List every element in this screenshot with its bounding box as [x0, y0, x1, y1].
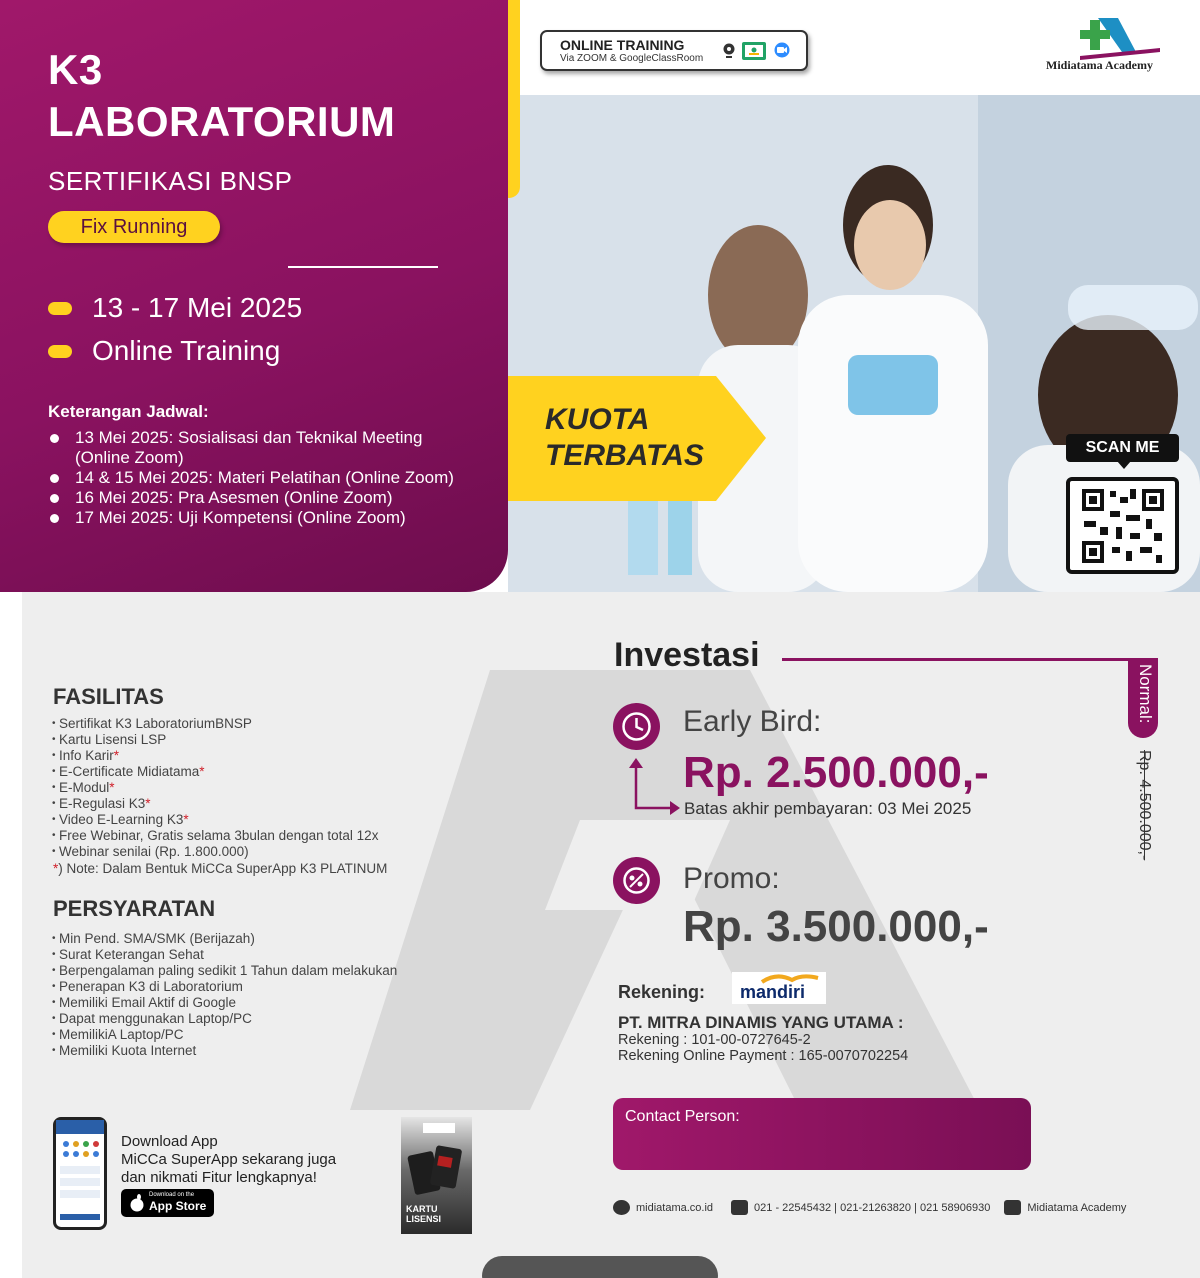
fasilitas-note: *) Note: Dalam Bentuk MiCCa SuperApp K3 PLATINUM: [53, 861, 388, 876]
list-item: • Penerapan K3 di Laboratorium: [53, 979, 397, 995]
list-item: • E-Certificate Midiatama*: [53, 764, 378, 780]
mode-row: [48, 335, 280, 367]
promo-label: Promo:: [683, 862, 780, 895]
title-line2: LABORATORIUM: [48, 98, 396, 145]
kuota-line1: KUOTA: [545, 403, 650, 436]
online-training-badge: [540, 30, 808, 71]
badge-subtitle: Via ZOOM & GoogleClassRoom: [560, 53, 704, 64]
phone-mockup: [53, 1117, 107, 1230]
list-item: • Dapat menggunakan Laptop/PC: [53, 1011, 397, 1027]
fasilitas-title: FASILITAS: [53, 684, 164, 709]
kartu-lisensi-image: [401, 1117, 472, 1234]
scan-me-label: SCAN ME: [1066, 434, 1179, 462]
schedule-item: 13 Mei 2025: Sosialisasi dan Teknikal Meeting (Online Zoom): [48, 428, 468, 468]
normal-label: Normal:: [1136, 664, 1155, 724]
list-item: • Berpengalaman paling sedikit 1 Tahun dalam melakukan: [53, 963, 397, 979]
hero-subtitle: SERTIFIKASI BNSP: [48, 166, 293, 196]
normal-price: Rp. 4.500.000,-: [1136, 750, 1153, 861]
schedule-title: Keterangan Jadwal:: [48, 402, 209, 421]
event-mode: Online Training: [92, 335, 281, 366]
event-date: 13 - 17 Mei 2025: [92, 292, 303, 323]
early-bird-label: Early Bird:: [683, 705, 822, 738]
phone-numbers: 021 - 22545432 | 021-21263820 | 021 58906930: [754, 1201, 991, 1214]
app-line2: MiCCa SuperApp sekarang juga: [121, 1151, 337, 1168]
date-row: [48, 292, 302, 324]
list-item: • Min Pend. SMA/SMK (Berijazah): [53, 931, 397, 947]
kuota-label: [545, 402, 704, 474]
kuota-line2: TERBATAS: [545, 439, 704, 472]
logo-name: Midiatama Academy: [1046, 58, 1153, 72]
webcam-icon: [722, 43, 736, 59]
promo-tag-icon: [613, 857, 660, 904]
store-small-text: Download on the: [149, 1192, 195, 1198]
list-item: • Webinar senilai (Rp. 1.800.000): [53, 844, 378, 860]
fix-running-badge: Fix Running: [48, 211, 220, 243]
online-payment-number: Rekening Online Payment : 165-0070702254: [618, 1048, 909, 1064]
hero-card: [0, 0, 508, 592]
qr-code[interactable]: [1066, 477, 1179, 574]
account-number: Rekening : 101-00-0727645-2: [618, 1032, 811, 1048]
early-bird-price: Rp. 2.500.000,-: [683, 748, 989, 797]
app-line1: Download App: [121, 1133, 218, 1150]
investasi-title: Investasi: [614, 636, 760, 674]
scan-label-tail: [1117, 461, 1131, 469]
app-store-button[interactable]: [121, 1189, 214, 1217]
rekening-label: Rekening:: [618, 982, 706, 1002]
youtube-icon: [1004, 1200, 1021, 1215]
badge-icons: [722, 42, 792, 60]
list-item: • Sertifikat K3 LaboratoriumBNSP: [53, 716, 378, 732]
google-classroom-icon: [742, 42, 766, 60]
bullet-pill-icon: [48, 302, 72, 315]
app-line3: dan nikmati Fitur lengkapnya!: [121, 1169, 317, 1186]
contact-person-box: [613, 1098, 1031, 1170]
schedule-item: 14 & 15 Mei 2025: Materi Pelatihan (Online Zoom): [48, 468, 468, 488]
list-item: • Video E-Learning K3*: [53, 812, 378, 828]
list-item: • E-Modul*: [53, 780, 378, 796]
qr-pattern: [1070, 481, 1175, 570]
app-promo-text: [121, 1133, 336, 1187]
title-line1: K3: [48, 46, 103, 93]
license-card-icon: [401, 1117, 472, 1197]
bullet-pill-icon: [48, 345, 72, 358]
list-item: • MemilikiA Laptop/PC: [53, 1027, 397, 1043]
list-item: • E-Regulasi K3*: [53, 796, 378, 812]
store-big-text: App Store: [149, 1199, 207, 1213]
list-item: • Surat Keterangan Sehat: [53, 947, 397, 963]
clock-icon: [613, 703, 660, 750]
bottom-tab-shape: [482, 1256, 718, 1278]
footer: [613, 1200, 1126, 1215]
divider: [288, 266, 438, 268]
persyaratan-list: [53, 931, 397, 1059]
list-item: • Memiliki Kuota Internet: [53, 1043, 397, 1059]
investasi-underline: [782, 658, 1148, 661]
promo-price: Rp. 3.500.000,-: [683, 902, 989, 951]
website-link[interactable]: midiatama.co.id: [636, 1201, 714, 1214]
apple-icon: [129, 1194, 145, 1212]
app-screen-icon: [56, 1120, 104, 1227]
list-item: • Free Webinar, Gratis selama 3bulan dengan total 12x: [53, 828, 378, 844]
persyaratan-title: PERSYARATAN: [53, 896, 216, 921]
company-name: PT. MITRA DINAMIS YANG UTAMA :: [618, 1013, 904, 1032]
schedule-item: 17 Mei 2025: Uji Kompetensi (Online Zoom): [48, 508, 468, 528]
zoom-icon: [772, 42, 792, 60]
list-item: • Kartu Lisensi LSP: [53, 732, 378, 748]
card-label: KARTU LISENSI: [406, 1204, 442, 1224]
badge-title: ONLINE TRAINING: [560, 37, 685, 53]
globe-icon: [613, 1200, 630, 1215]
fasilitas-list: [53, 716, 378, 860]
page-title: [48, 44, 395, 148]
contact-person-label: Contact Person:: [625, 1108, 740, 1125]
list-item: • Info Karir*: [53, 748, 378, 764]
arrow-icon: [624, 758, 680, 818]
schedule-list: [48, 428, 468, 528]
schedule-item: 16 Mei 2025: Pra Asesmen (Online Zoom): [48, 488, 468, 508]
bank-name: mandiri: [740, 982, 806, 1002]
mandiri-logo: [732, 972, 826, 1004]
payment-deadline: Batas akhir pembayaran: 03 Mei 2025: [684, 799, 972, 818]
phone-icon: [731, 1200, 748, 1215]
list-item: • Memiliki Email Aktif di Google: [53, 995, 397, 1011]
youtube-channel[interactable]: Midiatama Academy: [1027, 1201, 1127, 1214]
